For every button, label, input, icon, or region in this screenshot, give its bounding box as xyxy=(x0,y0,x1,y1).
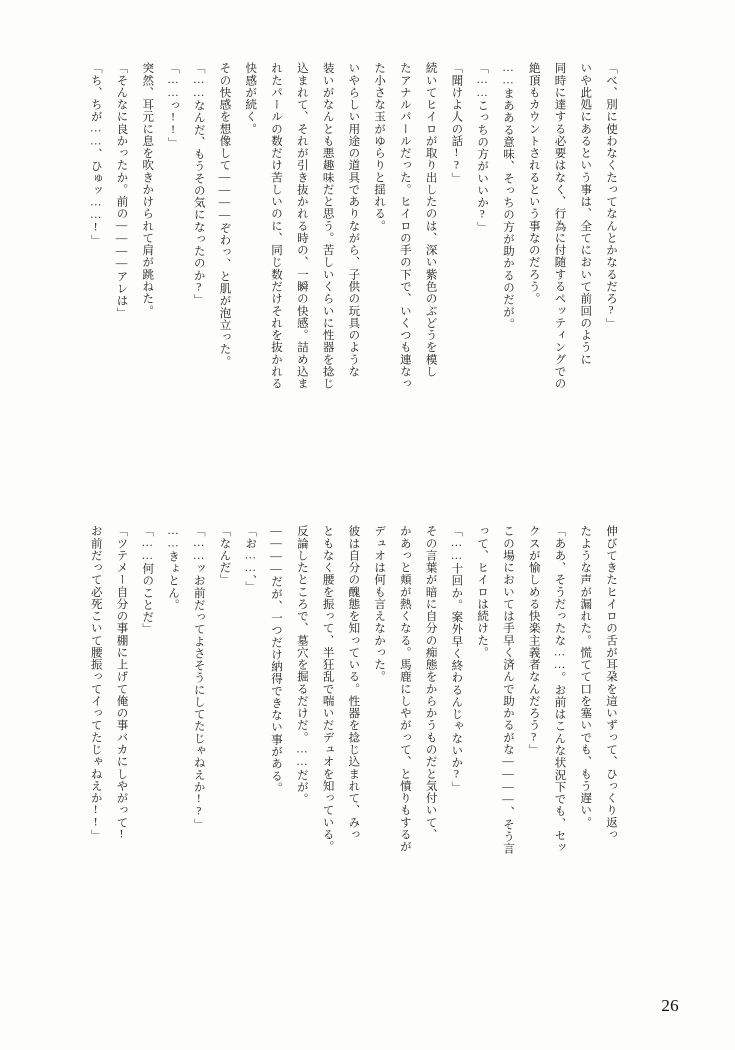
text-column: ……きょとん。 xyxy=(166,525,179,611)
text-column: 「……こっちの方がいいか?」 xyxy=(476,62,489,234)
text-column: 反論したところで、墓穴を掘るだけだ。……だが。 xyxy=(295,525,308,806)
text-column: 「なんだ」 xyxy=(218,525,231,586)
text-column: その言葉が暗に自分の痴態をからかうものだと気付いて、 xyxy=(424,525,437,841)
text-column: って、ヒイロは続けた。 xyxy=(476,525,489,659)
text-column: 「……何のことだ」 xyxy=(141,525,154,636)
text-column: その快感を想像して――――ぞわっ、と肌が泡立った。 xyxy=(218,62,231,368)
text-column: 「お……、」 xyxy=(244,525,257,594)
text-column: 彼は自分の醜態を知っている。性器を捻じ込まれて、みっ xyxy=(347,525,360,841)
body-text-lower xyxy=(79,525,620,925)
text-column: 装いがなんとも悪趣味だと思う。苦しいくらいに性器を捻じ xyxy=(321,62,334,390)
text-column: 「ち、ちが……、ひゅッ……!」 xyxy=(89,62,102,247)
text-column: ……まあある意味、そっちの方が助かるのだが。 xyxy=(501,62,514,330)
text-column: いや此処にあるという事は、全てにおいて前回のように xyxy=(579,62,592,366)
text-column: ――――だが、一つだけ納得できない事がある。 xyxy=(270,525,283,794)
text-column: 快感が続く。 xyxy=(244,62,257,135)
text-column: 「……ッお前だってよさそうにしてたじゃねえか!?」 xyxy=(192,525,205,831)
text-column: 「ああ、そうだったな……。お前はこんな状況下でも、セッ xyxy=(553,525,566,854)
text-column: 絶頂もカウントされるという事なのだろう。 xyxy=(527,62,540,305)
text-column: お前だって必死こいて腰振ってイってたじゃねえか!!」 xyxy=(89,525,102,842)
text-column: たアナルパールだった。ヒイロの手の下で、いくつも連なっ xyxy=(398,62,411,390)
text-column: 続いてヒイロが取り出したのは、深い紫色のぶどうを模し xyxy=(424,62,437,378)
text-column: た小さな玉がゆらりと揺れる。 xyxy=(373,62,386,232)
page-number: 26 xyxy=(661,996,679,1015)
text-column: 「……っ!!」 xyxy=(166,62,179,149)
text-column: クスが愉しめる快楽主義者なんだろう?」 xyxy=(527,525,540,757)
text-column: れたパールの数だけ苦しいのに、同じ数だけそれを抜かれる xyxy=(270,62,283,390)
text-column: 「……十回か。案外早く終わるんじゃないか?」 xyxy=(450,525,463,794)
text-column: この場においては手早く済んで助かるがな――――、そう言 xyxy=(501,525,514,855)
body-text-upper xyxy=(79,62,620,532)
text-column: 「べ、別に使わなくたってなんとかなるだろ?」 xyxy=(605,62,617,330)
text-column: 「……なんだ、もうその気になったのか?」 xyxy=(192,62,205,307)
text-column: 突然、耳元に息を吹きかけられて肩が跳ねた。 xyxy=(141,62,154,317)
text-column: 伸びてきたヒイロの舌が耳朶を這いずって、ひっくり返っ xyxy=(605,525,617,841)
text-column: ともなく腰を振って、半狂乱で喘いだデュオを知っている。 xyxy=(321,525,334,853)
text-column: デュオは何も言えなかった。 xyxy=(373,525,386,683)
text-column: 込まれて、それが引き抜かれる時の、一瞬の快感。詰め込ま xyxy=(295,62,308,390)
text-column: 「ツテメー自分の事棚に上げて俺の事バカにしやがって! xyxy=(115,525,128,841)
text-column: いやらしい用途の道具でありながら、子供の玩具のような xyxy=(347,62,360,378)
text-column: 「そんなに良かったか。前の――――アレは」 xyxy=(115,62,128,319)
text-column: 「聞けよ人の話!?」 xyxy=(450,62,463,185)
text-column: かあっと頬が熱くなる。馬鹿にしやがって、と憤りもするが xyxy=(398,525,411,853)
text-column: たような声が漏れた。慌てて口を塞いでも、もう遅い。 xyxy=(579,525,592,829)
text-column: 同時に達する必要はなく、行為に付随するペッティングでの xyxy=(553,62,566,390)
